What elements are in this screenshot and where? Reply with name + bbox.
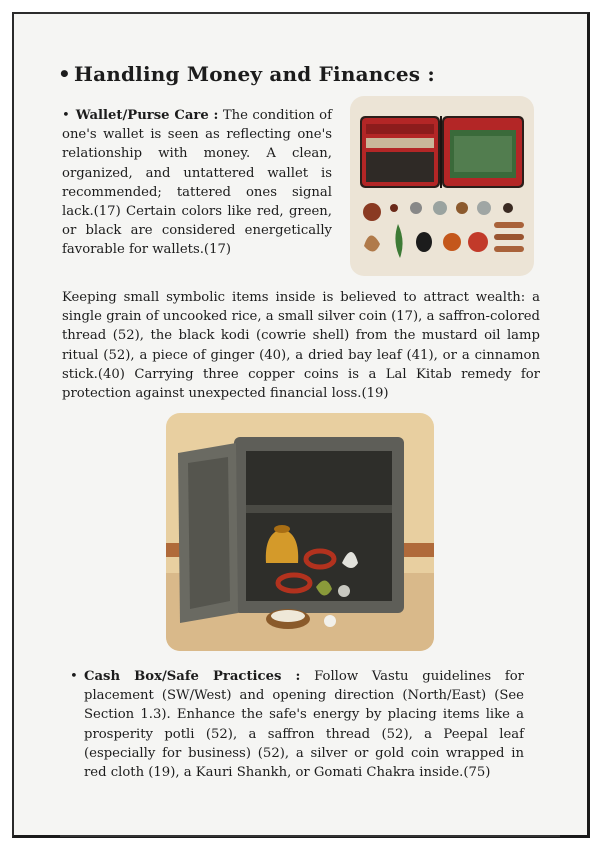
cash-box-term: Cash Box/Safe Practices : bbox=[84, 669, 301, 684]
symbolic-items-paragraph: Keeping small symbolic items inside is believed to attract wealth: a single grain of uncooked rice, a small silver coin (17), a saffron-colored thread (52), the black kodi (cowrie shell) from the mustard oil lamp ritual (52), a piece of ginger (40), a dried bay leaf (41), or a cinnamon stick.(40) Carrying three copper coins is a Lal Kitab remedy for protection against unexpected financial loss.(19) bbox=[62, 290, 540, 402]
cash-box-paragraph bbox=[70, 667, 524, 782]
wallet-items-image bbox=[350, 96, 534, 276]
wallet-care-paragraph bbox=[62, 106, 332, 260]
heading-bullet: • bbox=[58, 62, 71, 86]
frame-bottom-accent bbox=[60, 835, 560, 837]
heading-title: Handling Money and Finances : bbox=[74, 62, 435, 86]
wallet-care-term: Wallet/Purse Care : bbox=[75, 108, 219, 123]
safe-bullet: • bbox=[70, 669, 78, 684]
wallet-bullet: • bbox=[62, 108, 70, 123]
section-heading bbox=[58, 62, 435, 86]
frame-top-accent bbox=[40, 12, 520, 14]
wallet-care-text: The condition of one's wallet is seen as reflecting one's relationship with money. A clean, organized, and untattered wallet is recommended; tattered ones signal lack.(17) Certain colors like red, green, or black are considered energetically favorable for wallets.(17) bbox=[62, 108, 332, 258]
cash-box-text: Follow Vastu guidelines for placement (SW/West) and opening direction (North/East) (See Section 1.3). Enhance the safe's energy by placing items like a prosperity potli (52), a saffron thread (52), a Peepal leaf (especially for business) (52), a silver or gold coin wrapped in red cloth (19), a Kauri Shankh, or Gomati Chakra inside.(75) bbox=[84, 669, 524, 781]
safe-items-image bbox=[166, 413, 434, 651]
